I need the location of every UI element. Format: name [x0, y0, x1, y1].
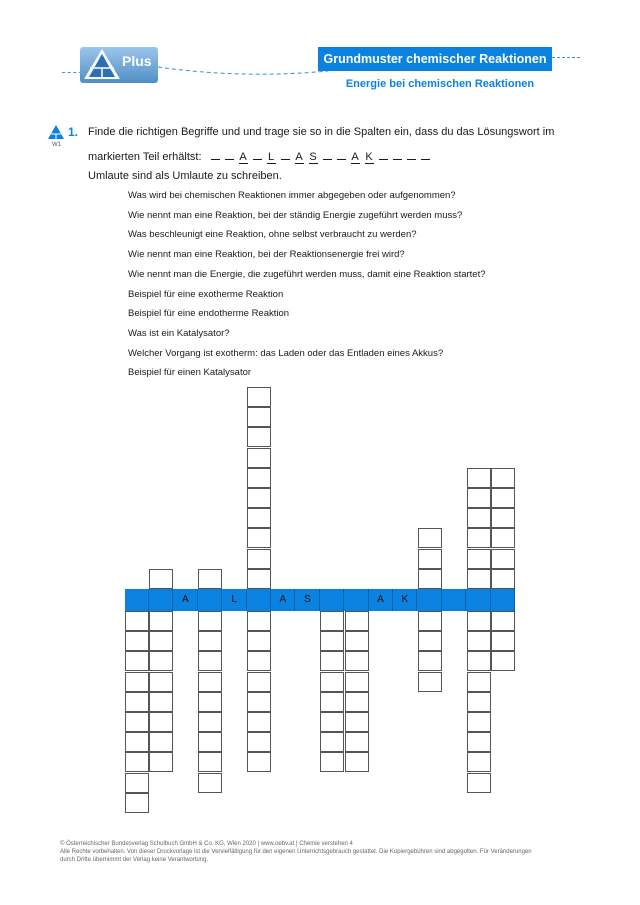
grid-cell[interactable] — [491, 508, 515, 528]
grid-cell[interactable] — [247, 752, 271, 772]
band-cell[interactable]: A — [271, 589, 295, 611]
grid-cell[interactable] — [467, 752, 491, 772]
grid-cell[interactable] — [247, 407, 271, 427]
grid-cell[interactable] — [247, 732, 271, 752]
grid-cell[interactable] — [345, 672, 369, 692]
question-item: Beispiel für eine endotherme Reaktion — [128, 308, 290, 320]
header-dash-right — [552, 57, 580, 58]
question-item: Was wird bei chemischen Reaktionen immer abgegeben oder aufgenommen? — [128, 190, 456, 201]
question-item: Welcher Vorgang ist exotherm: das Laden oder das Entladen eines Akkus? — [128, 347, 444, 359]
grid-cell[interactable] — [345, 651, 369, 671]
grid-cell[interactable] — [491, 651, 515, 671]
solution-blank[interactable]: A — [351, 151, 359, 163]
question-item: Wie nennt man eine Reaktion, bei der ständig Energie zugeführt werden muss? — [128, 209, 463, 221]
grid-cell[interactable] — [149, 611, 173, 631]
grid-cell[interactable] — [198, 631, 222, 651]
page-subtitle: Energie bei chemischen Reaktionen — [345, 78, 535, 90]
grid-cell[interactable] — [345, 611, 369, 631]
grid-cell[interactable] — [149, 631, 173, 651]
grid-cell[interactable] — [345, 712, 369, 732]
grid-cell[interactable] — [125, 692, 149, 712]
grid-cell[interactable] — [198, 611, 222, 631]
solution-blank[interactable]: L — [268, 151, 275, 163]
grid-cell[interactable] — [125, 773, 149, 793]
grid-cell[interactable] — [247, 448, 271, 468]
grid-cell[interactable] — [491, 631, 515, 651]
grid-cell[interactable] — [198, 752, 222, 772]
grid-cell[interactable] — [320, 732, 344, 752]
grid-cell[interactable] — [247, 528, 271, 548]
grid-cell[interactable] — [125, 793, 149, 813]
grid-cell[interactable] — [125, 631, 149, 651]
grid-cell[interactable] — [198, 672, 222, 692]
grid-cell[interactable] — [149, 712, 173, 732]
grid-cell[interactable] — [467, 488, 491, 508]
grid-cell[interactable] — [320, 672, 344, 692]
grid-cell[interactable] — [320, 712, 344, 732]
grid-cell[interactable] — [149, 692, 173, 712]
grid-cell[interactable] — [320, 631, 344, 651]
solution-blank[interactable]: K — [365, 151, 373, 163]
footer-copyright: © Österreichischer Bundesverlag Schulbuch GmbH & Co. KG, Wien 2020 | www.oebv.at | Chemie verstehen 4 — [60, 841, 353, 847]
grid-cell[interactable] — [418, 651, 442, 671]
grid-cell[interactable] — [345, 631, 369, 651]
grid-cell[interactable] — [491, 611, 515, 631]
band-cell[interactable]: K — [393, 589, 417, 611]
grid-cell[interactable] — [247, 611, 271, 631]
grid-cell[interactable] — [198, 773, 222, 793]
instruction-line-2 — [88, 148, 435, 164]
logo-text: Plus — [122, 53, 152, 69]
grid-cell[interactable] — [320, 692, 344, 712]
grid-cell[interactable] — [467, 631, 491, 651]
grid-cell[interactable] — [491, 549, 515, 569]
task-code: W1 — [52, 142, 61, 148]
grid-cell[interactable] — [247, 569, 271, 589]
grid-cell[interactable] — [247, 672, 271, 692]
grid-cell[interactable] — [198, 732, 222, 752]
band-cell[interactable] — [345, 589, 369, 611]
grid-cell[interactable] — [467, 569, 491, 589]
instruction-line-1: Finde die richtigen Begriffe und und trage sie so in die Spalten ein, dass du das Lösungswort im — [88, 126, 555, 138]
band-cell[interactable] — [198, 589, 222, 611]
header-dash-left — [62, 72, 82, 73]
band-cell[interactable] — [467, 589, 491, 611]
header-dash-curve — [158, 65, 328, 77]
grid-cell[interactable] — [491, 468, 515, 488]
solution-blank[interactable] — [281, 148, 290, 160]
band-cell[interactable] — [418, 589, 442, 611]
triangle-level-icon — [48, 125, 64, 139]
grid-cell[interactable] — [149, 569, 173, 589]
grid-cell[interactable] — [198, 692, 222, 712]
grid-cell[interactable] — [491, 488, 515, 508]
question-item: Was ist ein Katalysator? — [128, 327, 230, 339]
solution-blank[interactable] — [421, 148, 430, 160]
grid-cell[interactable] — [467, 732, 491, 752]
solution-band — [125, 589, 515, 611]
grid-cell[interactable] — [467, 528, 491, 548]
grid-cell[interactable] — [247, 631, 271, 651]
grid-cell[interactable] — [467, 611, 491, 631]
grid-cell[interactable] — [247, 651, 271, 671]
grid-cell[interactable] — [198, 712, 222, 732]
grid-cell[interactable] — [247, 508, 271, 528]
grid-cell[interactable] — [418, 549, 442, 569]
grid-cell[interactable] — [247, 387, 271, 407]
footer — [60, 840, 580, 864]
grid-cell[interactable] — [149, 752, 173, 772]
grid-cell[interactable] — [320, 752, 344, 772]
grid-cell[interactable] — [467, 651, 491, 671]
grid-cell[interactable] — [149, 651, 173, 671]
grid-cell[interactable] — [418, 569, 442, 589]
solution-blank[interactable]: A — [295, 151, 303, 163]
grid-cell[interactable] — [418, 611, 442, 631]
solution-blank[interactable] — [379, 148, 388, 160]
grid-cell[interactable] — [345, 732, 369, 752]
grid-cell[interactable] — [125, 611, 149, 631]
band-cell[interactable] — [320, 589, 344, 611]
plus-logo — [80, 47, 158, 83]
solution-blank[interactable] — [407, 148, 416, 160]
grid-cell[interactable] — [345, 752, 369, 772]
grid-cell[interactable] — [467, 672, 491, 692]
grid-cell[interactable] — [345, 692, 369, 712]
band-cell[interactable]: S — [296, 589, 320, 611]
band-cell[interactable] — [491, 589, 515, 611]
grid-cell[interactable] — [491, 528, 515, 548]
instruction-prefix: markierten Teil erhältst: — [88, 151, 202, 163]
band-cell[interactable]: A — [369, 589, 393, 611]
grid-cell[interactable] — [247, 692, 271, 712]
grid-cell[interactable] — [125, 712, 149, 732]
question-item: Wie nennt man eine Reaktion, bei der Reaktionsenergie frei wird? — [128, 249, 405, 261]
grid-cell[interactable] — [125, 672, 149, 692]
solution-blank[interactable] — [211, 148, 220, 160]
band-cell[interactable] — [125, 589, 149, 611]
grid-cell[interactable] — [418, 631, 442, 651]
page-title: Grundmuster chemischer Reaktionen — [318, 47, 552, 71]
grid-cell[interactable] — [418, 672, 442, 692]
grid-cell[interactable] — [198, 569, 222, 589]
grid-cell[interactable] — [149, 732, 173, 752]
band-cell[interactable] — [442, 589, 466, 611]
grid-cell[interactable] — [149, 672, 173, 692]
band-cell[interactable] — [149, 589, 173, 611]
solution-blank[interactable] — [393, 148, 402, 160]
question-item: Was beschleunigt eine Reaktion, ohne selbst verbraucht zu werden? — [128, 229, 417, 241]
grid-cell[interactable] — [467, 773, 491, 793]
grid-cell[interactable] — [467, 692, 491, 712]
question-item: Wie nennt man die Energie, die zugeführt werden muss, damit eine Reaktion startet? — [128, 268, 486, 280]
grid-cell[interactable] — [247, 427, 271, 447]
grid-cell[interactable] — [418, 528, 442, 548]
grid-cell[interactable] — [320, 651, 344, 671]
solution-blank[interactable] — [253, 148, 262, 160]
grid-cell[interactable] — [467, 508, 491, 528]
footer-disclaimer: durch Dritte übernimmt der Verlag keine Verantwortung. — [60, 857, 209, 863]
band-cell[interactable] — [247, 589, 271, 611]
grid-cell[interactable] — [247, 468, 271, 488]
grid-cell[interactable] — [467, 468, 491, 488]
question-item: Beispiel für einen Katalysator — [128, 367, 252, 379]
grid-cell[interactable] — [467, 712, 491, 732]
grid-cell[interactable] — [247, 712, 271, 732]
solution-blank[interactable]: A — [239, 151, 247, 163]
solution-blank[interactable] — [323, 148, 332, 160]
question-item: Beispiel für eine exotherme Reaktion — [128, 288, 284, 300]
grid-cell[interactable] — [467, 549, 491, 569]
footer-rights: Alle Rechte vorbehalten. Von dieser Druckvorlage ist die Vervielfältigung für den eigenen Unterrichtsgebrauch gestattet. Die Kopiergebühren sind abgegolten. Für Veränderungen — [60, 849, 532, 855]
task-number: 1. — [68, 125, 79, 139]
grid-cell[interactable] — [247, 549, 271, 569]
solution-blank[interactable]: S — [309, 151, 317, 163]
band-cell[interactable]: L — [223, 589, 247, 611]
band-cell[interactable]: A — [174, 589, 198, 611]
solution-blanks — [211, 151, 435, 163]
instruction-line-3: Umlaute sind als Umlaute zu schreiben. — [88, 170, 282, 182]
solution-blank[interactable] — [225, 148, 234, 160]
grid-cell[interactable] — [320, 611, 344, 631]
grid-cell[interactable] — [198, 651, 222, 671]
grid-cell[interactable] — [247, 488, 271, 508]
solution-blank[interactable] — [337, 148, 346, 160]
grid-cell[interactable] — [491, 569, 515, 589]
grid-cell[interactable] — [125, 752, 149, 772]
grid-cell[interactable] — [125, 651, 149, 671]
grid-cell[interactable] — [125, 732, 149, 752]
